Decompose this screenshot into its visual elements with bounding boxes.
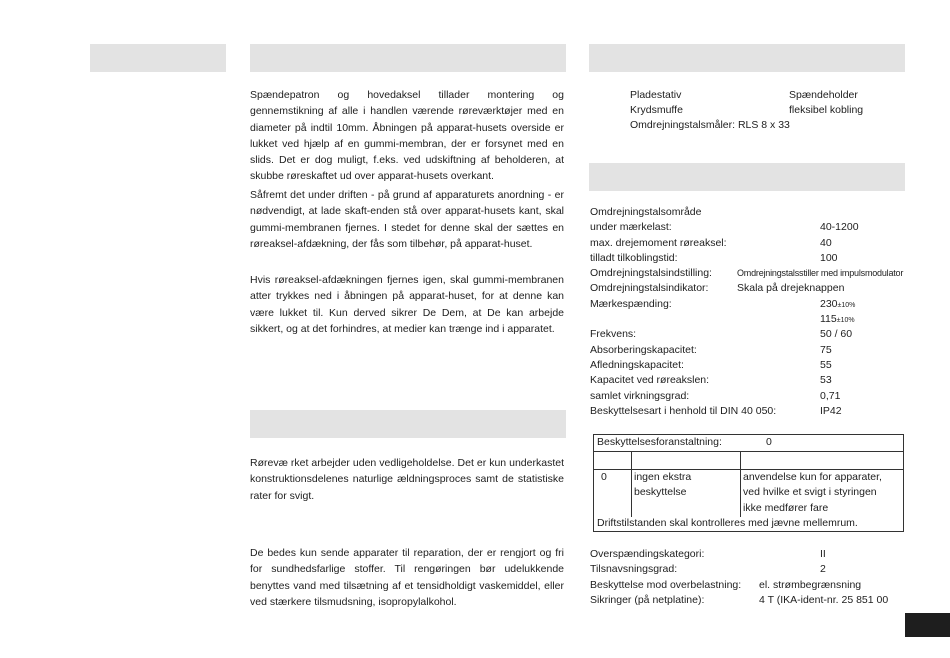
paragraph-membrane: Såfremt det under driften - på grund af apparaturets anordning - er nødvendigt, at lade skaft-enden stå over apparat-husets kant, skal gummi-membranen fjernes. I stedet for denne skal der sættes en røreaksel-afdækning, der fås som tilbehør, på apparat-huset. xyxy=(250,189,564,250)
accessory-flexible-coupling: fleksibel kobling xyxy=(789,104,864,116)
spec-value: Skala på drejeknappen xyxy=(737,282,845,295)
protection-usage-2: ved hvilke et svigt i styringen xyxy=(743,486,877,498)
protection-desc-2: beskyttelse xyxy=(634,486,687,498)
protection-class: 0 xyxy=(601,471,607,483)
spec-value: 55 xyxy=(820,358,832,371)
spec-value: 2 xyxy=(820,563,826,576)
spec-row xyxy=(590,373,910,388)
spec-row-speed-setting xyxy=(590,266,910,281)
spec-label: Sikringer (på netplatine): xyxy=(590,593,705,606)
spec-value-115: 115 xyxy=(820,313,837,326)
spec-row-voltage xyxy=(590,297,910,312)
specs-block xyxy=(590,205,910,419)
protection-usage-1: anvendelse kun for apparater, xyxy=(743,471,882,483)
spec-row xyxy=(590,389,910,404)
spec-row xyxy=(590,404,910,419)
spec-label: Beskyttelsesart i henhold til DIN 40 050: xyxy=(590,404,777,417)
spec-label: Omdrejningstalsindstilling: xyxy=(590,267,712,280)
section-heading-bar-maintenance xyxy=(250,410,566,438)
spec-row-overload xyxy=(590,578,910,593)
spec-tolerance: ±10% xyxy=(837,301,856,309)
spec-row xyxy=(590,236,910,251)
spec-label: Beskyttelse mod overbelastning: xyxy=(590,578,742,591)
spec-row-voltage-2 xyxy=(590,312,910,327)
protection-table xyxy=(593,434,904,532)
spec-value: 0,71 xyxy=(820,389,841,402)
accessory-tachometer: Omdrejningstalsmåler: RLS 8 x 33 xyxy=(630,119,790,131)
spec-label: Kapacitet ved røreakslen: xyxy=(590,374,710,387)
spec-value: IP42 xyxy=(820,404,842,417)
spec-value: 75 xyxy=(820,343,832,356)
page-edge-tab xyxy=(905,613,950,637)
accessory-cross-sleeve: Krydsmuffe xyxy=(630,104,683,116)
protection-desc-1: ingen ekstra xyxy=(634,471,692,483)
paragraph-cover: Hvis røreaksel-afdækningen fjernes igen, skal gummi-membranen atter trykkes ned i åbningen på apparat-huset, for at denne kan være lukket til. Kun derved sikrer De Dem, at De kan arbejde sikkert, og at det forhindres, at medier kan trænge ind i apparatet. xyxy=(250,274,564,335)
spec-label: Overspændingskategori: xyxy=(590,548,705,560)
sidebar-heading-bar xyxy=(90,44,226,72)
spec-speed-range-label: Omdrejningstalsområde xyxy=(590,206,702,218)
spec-row xyxy=(590,343,910,358)
specs-block-2 xyxy=(590,547,910,608)
accessory-clamp-holder: Spændeholder xyxy=(789,89,858,101)
spec-value: 100 xyxy=(820,251,838,264)
spec-label: samlet virkningsgrad: xyxy=(590,389,690,402)
spec-label: Absorberingskapacitet: xyxy=(590,343,697,356)
spec-row xyxy=(590,327,910,342)
paragraph-chuck: Spændepatron og hovedaksel tillader montering og gennemstikning af alle i handlen værende røreværktøjer med en diameter på indtil 10mm. Åbningen på apparat-husets overside er lukket ved hjælp af en gummi-membran, der er forsynet med en slids. Det er dog muligt, f.eks. ved udskiftning af beholderen, at skubbe røreskaftet ud over apparat-husets overkant. xyxy=(250,89,564,183)
spec-row xyxy=(590,547,910,562)
section-heading-bar-accessories xyxy=(589,44,905,72)
spec-row-speed-indicator xyxy=(590,281,910,296)
protection-footer: Driftstilstanden skal kontrolleres med jævne mellemrum. xyxy=(597,517,858,529)
spec-row xyxy=(590,358,910,373)
section-heading-bar-specs xyxy=(589,163,905,191)
spec-value: 40-1200 xyxy=(820,221,859,234)
spec-row xyxy=(590,251,910,266)
spec-row xyxy=(590,220,910,235)
spec-label: tilladt tilkoblingstid: xyxy=(590,251,678,264)
spec-tolerance: ±10% xyxy=(836,317,855,325)
protection-header-label: Beskyttelsesforanstaltning: xyxy=(597,436,722,448)
spec-value: 50 / 60 xyxy=(820,328,853,341)
paragraph-repair: De bedes kun sende apparater til reparation, der er rengjort og fri for sundhedsfarlige stoffer. Til rengøringen bør udelukkende benyttes vand med tilsætning af et tensidholdigt vaskemiddel, eller ved stærkere tilsmudsning, isopropylalkohol. xyxy=(250,547,564,608)
accessory-plate-stand: Pladestativ xyxy=(630,89,682,101)
protection-header-value: 0 xyxy=(766,436,772,448)
spec-value: 53 xyxy=(820,374,832,387)
spec-label: under mærkelast: xyxy=(590,221,672,234)
spec-value: 40 xyxy=(820,236,832,249)
spec-label: Frekvens: xyxy=(590,328,637,341)
spec-value: el. strømbegrænsning xyxy=(759,578,862,591)
spec-value: Omdrejningstalsstiller med impulsmodulator xyxy=(737,268,904,279)
spec-label: Afledningskapacitet: xyxy=(590,358,684,371)
protection-usage-3: ikke medfører fare xyxy=(743,502,829,514)
spec-label: Omdrejningstalsindikator: xyxy=(590,282,709,295)
section-heading-bar-1 xyxy=(250,44,566,72)
spec-label: max. drejemoment røreaksel: xyxy=(590,236,727,249)
spec-label: Mærkespænding: xyxy=(590,297,672,310)
spec-row-fuses xyxy=(590,593,910,608)
spec-label: Tilsnavsningsgrad: xyxy=(590,563,678,576)
spec-value: II xyxy=(820,548,826,560)
spec-value-230: 230 xyxy=(820,297,838,310)
spec-value: 4 T (IKA-ident-nr. 25 851 00 xyxy=(759,593,889,606)
spec-row xyxy=(590,562,910,577)
paragraph-maintenance: Rørevæ rket arbejder uden vedligeholdelse. Det er kun underkastet konstruktionsdelenes naturlige ældningsproces samt de statistiske rater for svigt. xyxy=(250,457,564,502)
